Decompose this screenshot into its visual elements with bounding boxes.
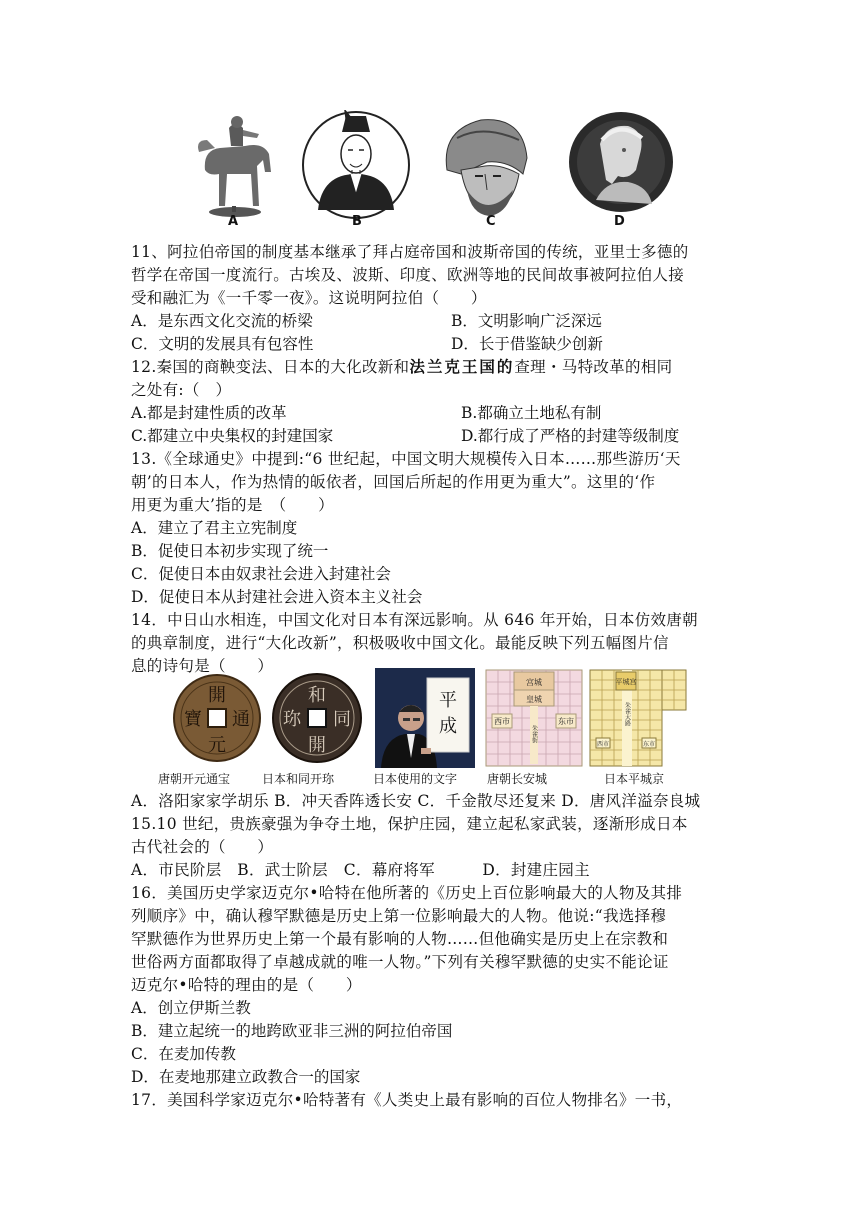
q13-stem-line-3: 用更为重大’指的是 （ ） [131,496,334,514]
coin1-char-left: 寶 [184,709,202,730]
q17-stem-line-1: 17．美国科学家迈克尔•哈特著有《人类史上最有影响的百位人物排名》一书， [131,1091,683,1109]
q13-option-d: D．促使日本从封建社会进入资本主义社会 [131,588,423,606]
heijokyo-city-map-image [588,668,688,768]
heijo-label-west-market: 西市 [596,741,610,748]
q11-option-b: B．文明影响广泛深远 [451,312,602,330]
roman-cameo-image [566,110,676,220]
japanese-prince-portrait-image [300,110,412,220]
q13-stem-line-2: 朝’的日本人，作为热情的皈依者，回国后所起的作用更为重大”。这里的‘作 [131,473,656,491]
q12-option-d: D.都行成了严格的封建等级制度 [461,427,680,445]
q16-stem-line-3: 罕默德作为世界历史上第一个最有影响的人物……但他确实是历史上在宗教和 [131,930,669,948]
caption-kaiyuan-tongbao: 唐朝开元通宝 [158,772,231,786]
coin2-char-top: 和 [308,685,326,706]
q16-option-a: A．创立伊斯兰教 [131,999,251,1017]
q16-option-c: C．在麦加传教 [131,1045,236,1063]
greek-helmet-bust-image [427,110,545,220]
caption-japanese-writing: 日本使用的文字 [373,772,458,786]
q12-stem-line-2: 之处有:（ ） [131,381,232,399]
q13-option-c: C．促使日本由奴隶社会进入封建社会 [131,565,391,583]
q14-stem-line-3: 息的诗句是（ ） [131,657,274,675]
q12-stem-pre: 12.秦国的商鞅变法、日本的大化改新和 [131,358,410,376]
heijo-label-palace: 平城宫 [615,678,637,686]
changan-label-zhuque: 朱雀街 [530,725,538,743]
q16-stem-line-1: 16．美国历史学家迈克尔•哈特在他所著的《历史上百位影响最大的人物及其排 [131,884,683,902]
image-label-c: C [486,214,496,229]
q12-option-c: C.都建立中央集权的封建国家 [131,427,334,445]
q12-stem-line-1 [131,356,672,378]
q16-stem-line-5: 迈克尔•哈特的理由的是（ ） [131,976,362,994]
q13-stem-line-1: 13.《全球通史》中提到:“6 世纪起，中国文明大规模传入日本……那些游历‘天 [131,450,681,468]
heisei-announcement-photo [375,668,475,768]
caption-wado-kaichin: 日本和同开珎 [262,772,335,786]
q13-option-a: A．建立了君主立宪制度 [131,519,298,537]
q15-options: A．市民阶层 B．武士阶层 C．幕府将军 D．封建庄园主 [131,861,590,879]
heisei-sign-text: 平 [439,690,457,711]
q11-stem-line-1: 11、阿拉伯帝国的制度基本继承了拜占庭帝国和波斯帝国的传统，亚里士多德的 [131,243,689,261]
wado-kaichin-coin-image [270,668,365,768]
coin1-char-top: 開 [208,685,226,706]
image-label-a: A [228,214,239,229]
changan-label-imperial-city: 皇城 [526,695,542,704]
q11-option-d: D．长于借鉴缺少创新 [451,335,603,353]
q16-option-d: D．在麦地那建立政教合一的国家 [131,1068,361,1086]
changan-label-palace: 宫城 [526,678,542,687]
q14-stem-line-1: 14．中日山水相连，中国文化对日本有深远影响。从 646 年开始，日本仿效唐朝 [131,611,698,629]
q13-option-b: B．促使日本初步实现了统一 [131,542,329,560]
q15-stem-line-2: 古代社会的（ ） [131,838,274,856]
coin2-char-bottom: 開 [308,735,326,756]
q14-stem-line-2: 的典章制度，进行“大化改新”，积极吸收中国文化。最能反映下列五幅图片信 [131,634,669,652]
heisei-sign-text-2: 成 [439,716,457,737]
changan-label-east-market: 东市 [558,717,574,726]
heijo-label-east-market: 东市 [642,741,656,748]
q12-option-b: B.都确立土地私有制 [461,404,602,422]
q12-stem-bold: 法兰克王国的 [409,357,515,376]
heijo-label-suzaku: 朱雀大路 [623,702,631,726]
q16-stem-line-2: 列顺序》中，确认穆罕默德是历史上第一位影响最大的人物。他说:“我选择穆 [131,907,667,925]
q11-stem-line-2: 哲学在帝国一度流行。古埃及、波斯、印度、欧洲等地的民间故事被阿拉伯人接 [131,266,685,284]
coin2-char-left: 珎 [283,709,301,730]
kaiyuan-tongbao-coin-image [172,668,262,768]
q11-option-a: A．是东西文化交流的桥梁 [131,312,313,330]
q12-stem-post: 查理・马特改革的相同 [514,358,673,376]
q16-stem-line-4: 世俗两方面都取得了卓越成就的唯一人物。”下列有关穆罕默德的史实不能论证 [131,953,669,971]
coin1-char-right: 通 [232,709,250,730]
changan-label-west-market: 西市 [494,717,510,726]
image-label-d: D [614,214,625,229]
caption-changan: 唐朝长安城 [487,772,548,786]
q16-option-b: B．建立起统一的地跨欧亚非三洲的阿拉伯帝国 [131,1022,453,1040]
q14-options: A．洛阳家家学胡乐 B．冲天香阵透长安 C．千金散尽还复来 D．唐风洋溢奈良城 [131,792,701,810]
caption-heijokyo: 日本平城京 [604,772,665,786]
image-label-b: B [352,214,362,229]
coin2-char-right: 同 [333,709,351,730]
q12-option-a: A.都是封建性质的改革 [131,404,287,422]
q15-stem-line-1: 15.10 世纪，贵族豪强为争夺土地，保护庄园，建立起私家武装，逐渐形成日本 [131,815,688,833]
statue-horseman-image [185,110,285,220]
q11-option-c: C．文明的发展具有包容性 [131,335,314,353]
coin1-char-bottom: 元 [208,735,226,756]
changan-city-map-image [484,668,584,768]
q11-stem-line-3: 受和融汇为《一千零一夜》。这说明阿拉伯（ ） [131,289,487,307]
